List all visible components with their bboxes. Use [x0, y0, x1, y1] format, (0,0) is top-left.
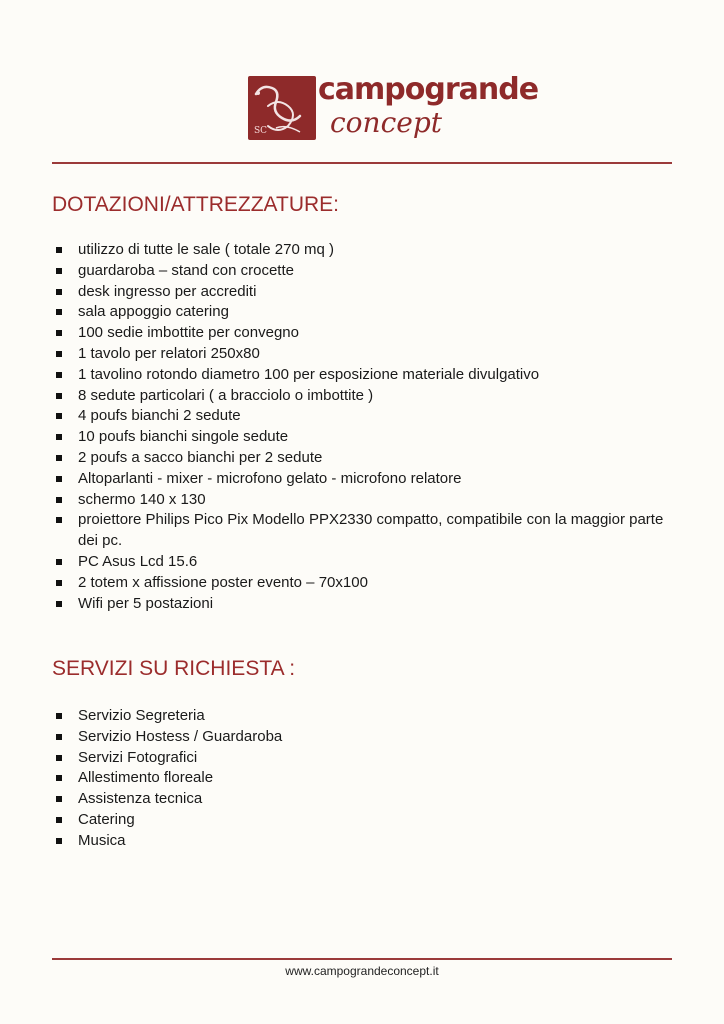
square-bullet-icon: [56, 713, 62, 719]
list-item: [56, 573, 676, 594]
list-item-text: utilizzo di tutte le sale ( totale 270 mq ): [78, 241, 334, 258]
square-bullet-icon: [56, 734, 62, 740]
list-item-text: 1 tavolino rotondo diametro 100 per esposizione materiale divulgativo: [78, 365, 540, 383]
list-item: [56, 490, 676, 511]
list-item-text: guardaroba – stand con crocette: [78, 261, 294, 279]
square-bullet-icon: [56, 517, 62, 523]
square-bullet-icon: [56, 838, 62, 844]
list-item-text: desk ingresso per accrediti: [78, 282, 257, 300]
list-item: [56, 323, 676, 344]
square-bullet-icon: [56, 559, 62, 565]
square-bullet-icon: [56, 309, 62, 315]
list-item-text: 2 poufs a sacco bianchi per 2 sedute: [78, 448, 323, 466]
logo-mark-text: SC: [254, 126, 268, 136]
list-item: [56, 365, 676, 386]
list-item: [56, 344, 676, 365]
square-bullet-icon: [56, 497, 62, 503]
list-item-text: 8 sedute particolari ( a bracciolo o imbottite ): [78, 386, 374, 404]
list-item-text: proiettore Philips Pico Pix Modello PPX2330 compatto, compatibile con la maggior parte dei pc.: [78, 511, 664, 550]
list-item-text: Catering: [78, 810, 135, 828]
square-bullet-icon: [56, 351, 62, 357]
list-item: [56, 282, 676, 303]
list-item-text: 100 sedie imbottite per convegno: [78, 324, 299, 342]
list-item-text: 2 totem x affissione poster evento – 70x100: [78, 573, 368, 591]
square-bullet-icon: [56, 796, 62, 802]
list-item-text: PC Asus Lcd 15.6: [78, 552, 198, 570]
list-item: [56, 510, 676, 552]
list-item: [56, 552, 676, 573]
logo-name-top: campogrande: [318, 72, 539, 107]
list-item: [56, 768, 676, 789]
square-bullet-icon: [56, 755, 62, 761]
footer-url[interactable]: www.campograndeconcept.it: [285, 964, 439, 978]
section-title-equipment: DOTAZIONI/ATTREZZATURE:: [52, 193, 339, 216]
list-item: [56, 469, 676, 490]
square-bullet-icon: [56, 775, 62, 781]
logo-mark: [248, 76, 316, 140]
list-item: [56, 240, 676, 261]
list-item-text: schermo 140 x 130: [78, 490, 206, 508]
services-list: [56, 706, 676, 852]
list-item: [56, 810, 676, 831]
list-item: [56, 448, 676, 469]
square-bullet-icon: [56, 268, 62, 274]
list-item: [56, 789, 676, 810]
square-bullet-icon: [56, 817, 62, 823]
list-item-text: Assistenza tecnica: [78, 790, 203, 808]
square-bullet-icon: [56, 330, 62, 336]
list-item: [56, 261, 676, 282]
list-item: [56, 831, 676, 852]
square-bullet-icon: [56, 455, 62, 461]
bottom-divider: [52, 958, 672, 960]
list-item-text: Servizio Segreteria: [78, 707, 205, 724]
list-item: [56, 706, 676, 727]
list-item-text: sala appoggio catering: [78, 303, 229, 321]
square-bullet-icon: [56, 580, 62, 586]
list-item: [56, 427, 676, 448]
list-item-text: Allestimento floreale: [78, 769, 214, 787]
section-title-services: SERVIZI SU RICHIESTA :: [52, 657, 296, 680]
list-item-text: Servizio Hostess / Guardaroba: [78, 727, 283, 745]
top-divider: [52, 162, 672, 164]
square-bullet-icon: [56, 601, 62, 607]
list-item-text: Servizi Fotografici: [78, 748, 198, 766]
list-item-text: Altoparlanti - mixer - microfono gelato - microfono relatore: [78, 469, 462, 487]
list-item-text: Wifi per 5 postazioni: [78, 594, 214, 612]
list-item-text: Musica: [78, 831, 126, 849]
list-item: [56, 302, 676, 323]
list-item-text: 4 poufs bianchi 2 sedute: [78, 407, 241, 425]
company-logo: [248, 72, 539, 150]
square-bullet-icon: [56, 289, 62, 295]
list-item: [56, 386, 676, 407]
square-bullet-icon: [56, 434, 62, 440]
equipment-list: [56, 240, 676, 614]
square-bullet-icon: [56, 247, 62, 253]
list-item-text: 10 poufs bianchi singole sedute: [78, 428, 289, 446]
square-bullet-icon: [56, 476, 62, 482]
square-bullet-icon: [56, 372, 62, 378]
list-item: [56, 748, 676, 769]
square-bullet-icon: [56, 413, 62, 419]
logo-name-bottom: concept: [330, 106, 442, 139]
list-item: [56, 727, 676, 748]
square-bullet-icon: [56, 393, 62, 399]
list-item: [56, 406, 676, 427]
list-item: [56, 594, 676, 615]
list-item-text: 1 tavolo per relatori 250x80: [78, 344, 260, 362]
